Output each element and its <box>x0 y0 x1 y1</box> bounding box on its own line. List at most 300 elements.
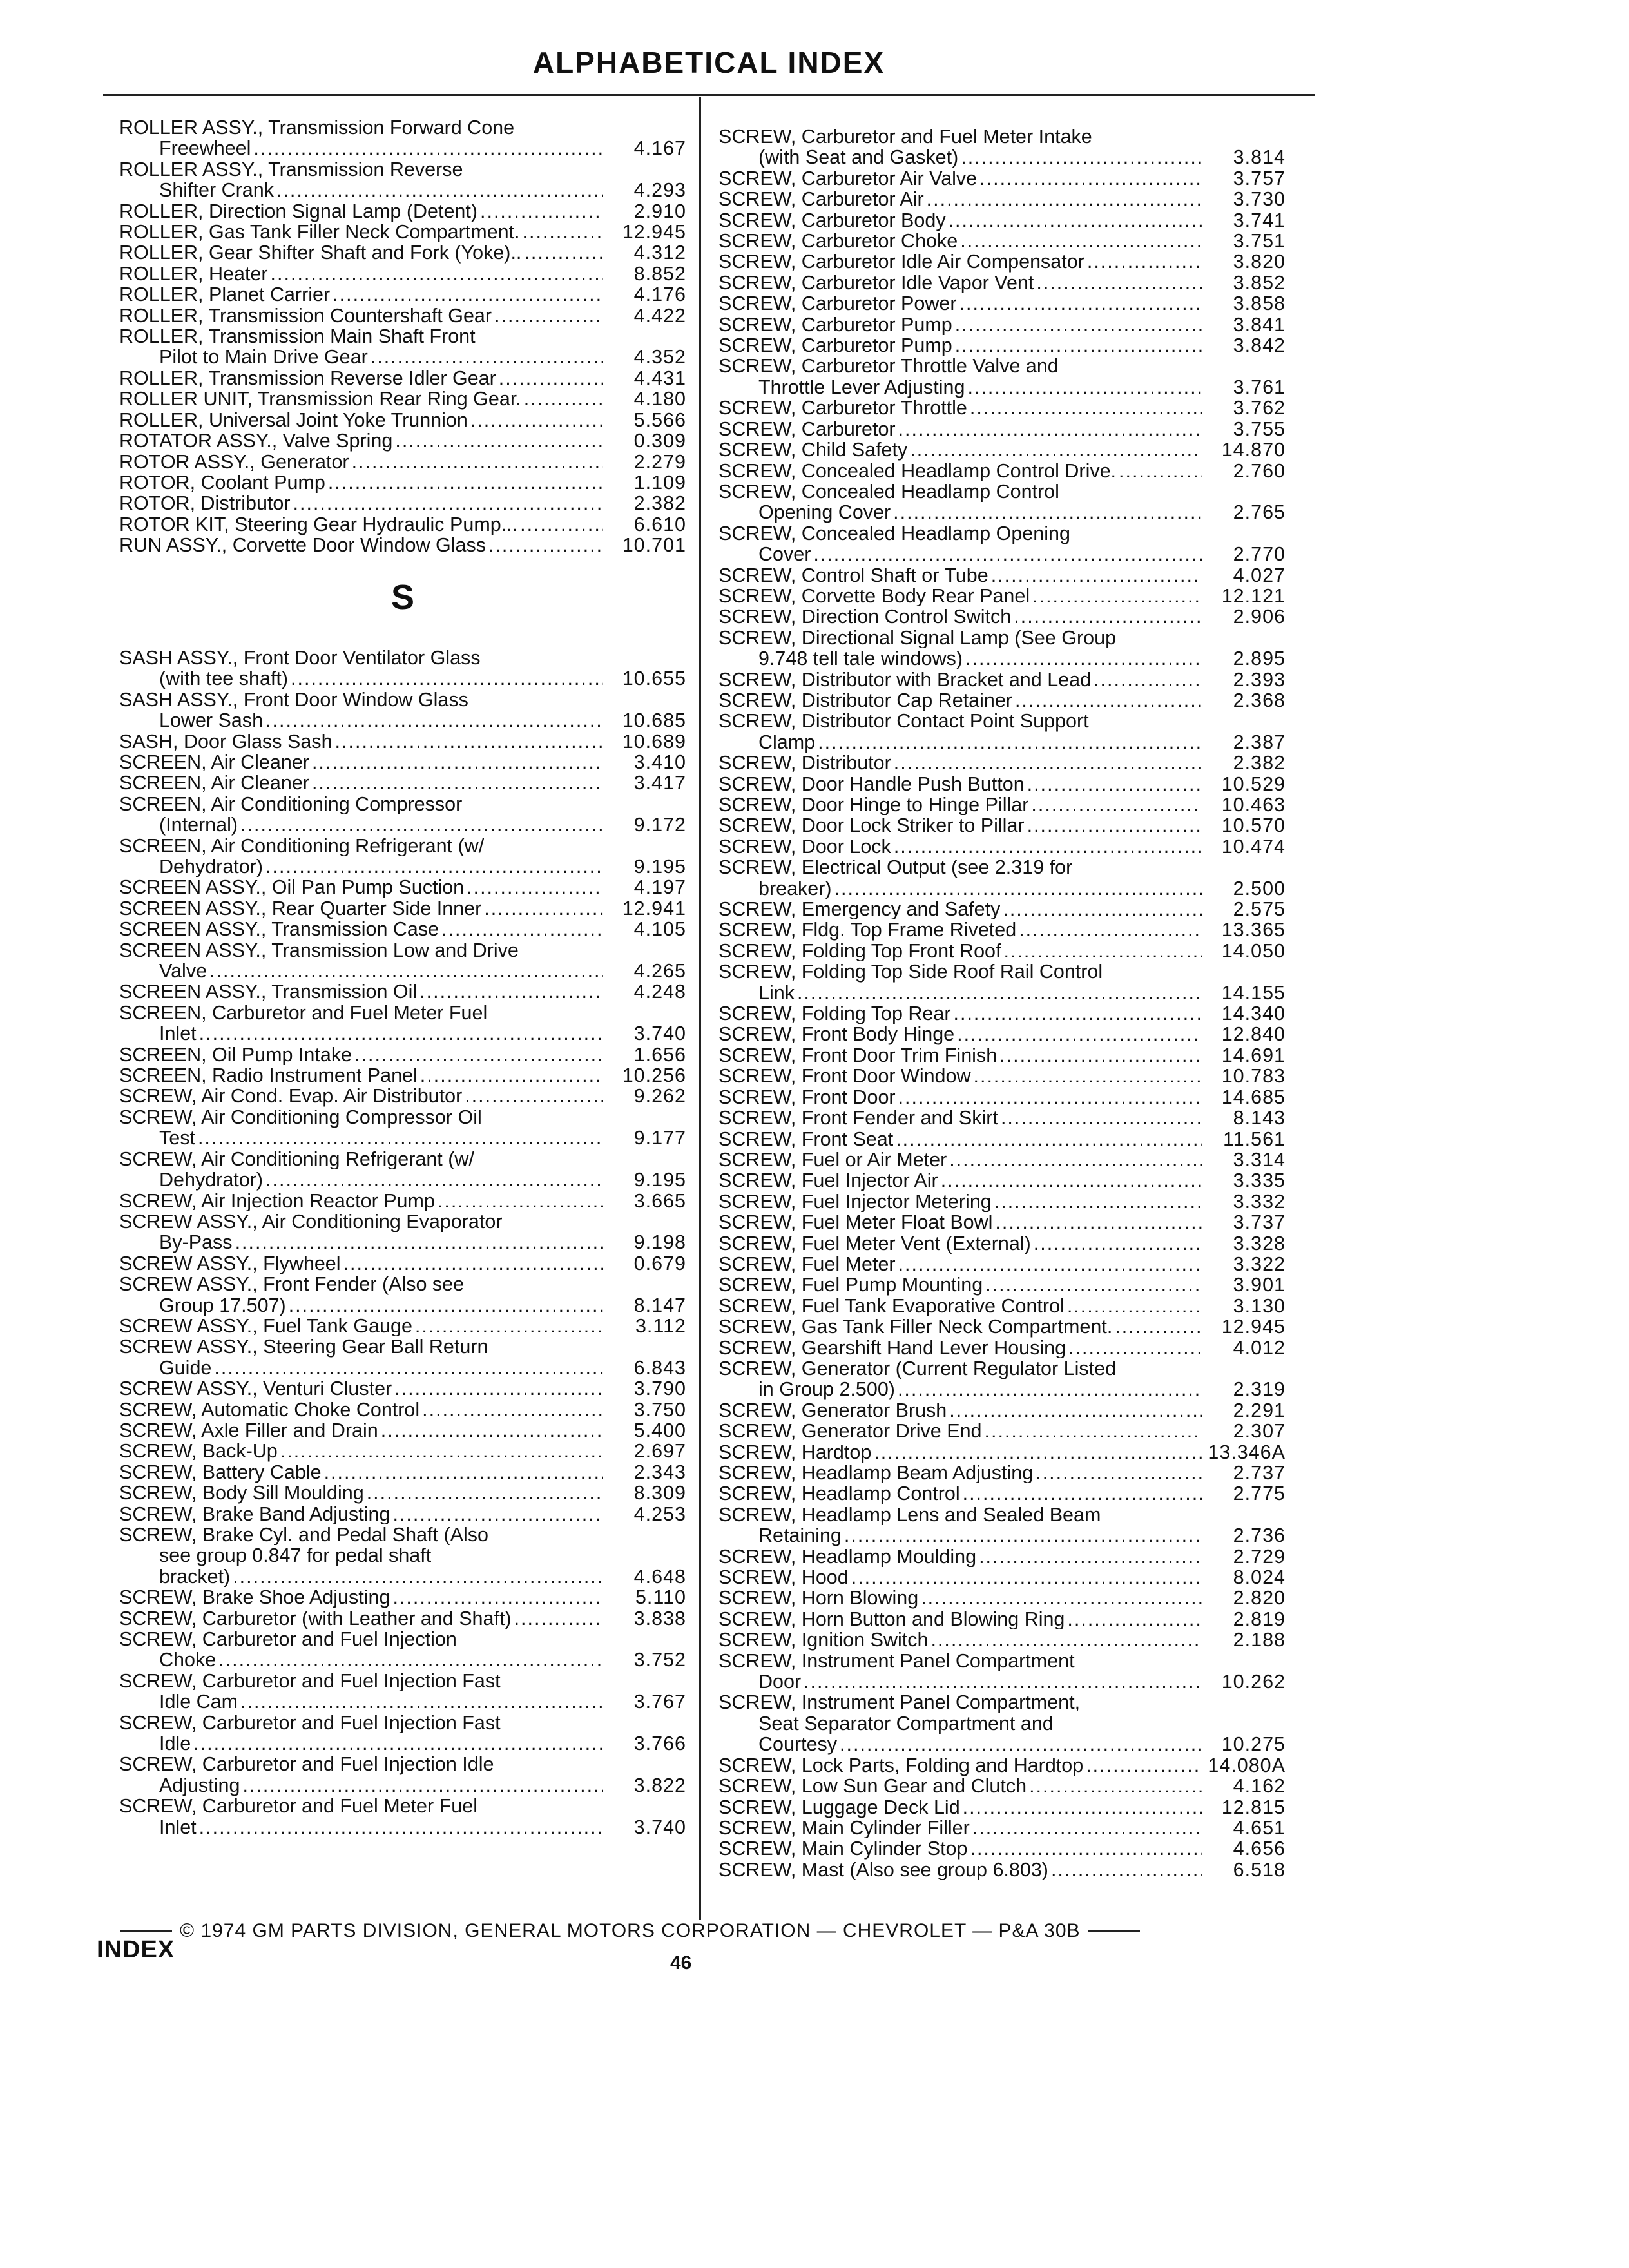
entry-line <box>718 335 1286 356</box>
entry-text: ROLLER UNIT, Transmission Rear Ring Gear. <box>119 389 521 410</box>
leader-dots <box>419 981 603 1002</box>
entry-line <box>718 481 1286 502</box>
leader-dots <box>844 1525 1202 1546</box>
group-number: 6.518 <box>1233 1858 1286 1881</box>
entry-line <box>119 1378 686 1399</box>
leader-dots <box>804 1671 1202 1692</box>
leader-dots <box>1034 1233 1202 1254</box>
group-number: 2.760 <box>1233 459 1286 482</box>
index-entry <box>119 514 686 535</box>
index-entry <box>119 877 686 898</box>
entry-line <box>119 138 686 159</box>
index-entry <box>119 326 686 368</box>
leader-dots <box>233 1566 603 1587</box>
right-entries <box>718 126 1286 1880</box>
entry-line <box>718 690 1286 711</box>
group-number: 10.275 <box>1221 1733 1286 1756</box>
leader-dots <box>420 1065 603 1086</box>
entry-line <box>718 1671 1286 1692</box>
group-number: 5.566 <box>633 408 686 431</box>
index-entry <box>718 1755 1286 1776</box>
index-entry <box>718 1358 1286 1400</box>
entry-text: SASH ASSY., Front Door Window Glass <box>119 689 468 711</box>
group-number: 2.319 <box>1233 1378 1286 1401</box>
entry-text: ROLLER, Transmission Main Shaft Front <box>119 326 476 347</box>
entry-text: SCREW, Fuel Injector Air <box>718 1170 938 1191</box>
entry-text: Door <box>758 1671 802 1693</box>
entry-line <box>718 377 1286 398</box>
entry-line <box>718 1755 1286 1776</box>
index-entry <box>119 117 686 159</box>
leader-dots <box>898 1254 1202 1274</box>
group-number: 2.736 <box>1233 1524 1286 1547</box>
leader-dots <box>470 410 603 430</box>
entry-text: SCREW ASSY., Front Fender (Also see <box>119 1274 465 1295</box>
entry-text: SCREW, Carburetor and Fuel Injection <box>119 1629 457 1650</box>
leader-dots <box>910 439 1202 460</box>
entry-text: SCREW, Headlamp Lens and Sealed Beam <box>718 1504 1101 1526</box>
group-number: 3.901 <box>1233 1274 1286 1296</box>
entry-text: ROTOR, Distributor <box>119 493 291 514</box>
entry-line <box>718 1713 1286 1734</box>
entry-text: SCREW, Front Body Hinge <box>718 1024 955 1045</box>
entry-text: ROLLER, Gas Tank Filler Neck Compartment. <box>119 222 520 243</box>
group-number: 3.335 <box>1233 1169 1286 1192</box>
group-number: 3.332 <box>1233 1190 1286 1213</box>
entry-line <box>718 774 1286 794</box>
entry-text: SCREW, Horn Blowing <box>718 1588 919 1609</box>
index-entry <box>718 1692 1286 1754</box>
leader-dots <box>960 231 1202 251</box>
leader-dots <box>1119 461 1202 481</box>
entry-text: SCREW, Instrument Panel Compartment <box>718 1650 1075 1672</box>
entry-line <box>119 1462 686 1483</box>
entry-line <box>119 877 686 898</box>
entry-text: SCREW, Carburetor and Fuel Injection Fast <box>119 1712 501 1734</box>
index-entry <box>718 126 1286 168</box>
entry-line <box>119 773 686 793</box>
entry-text: Shifter Crank <box>159 180 274 201</box>
entry-line <box>119 472 686 493</box>
entry-text: SCREW, Brake Cyl. and Pedal Shaft (Also <box>119 1524 488 1546</box>
entry-line <box>119 1149 686 1169</box>
leader-dots <box>494 305 603 326</box>
entry-text: Clamp <box>758 731 816 753</box>
index-entry <box>718 231 1286 251</box>
leader-dots <box>289 1295 603 1316</box>
group-number: 2.307 <box>1233 1420 1286 1443</box>
group-number: 2.343 <box>633 1461 686 1483</box>
entry-text: SCREW, Fuel Meter <box>718 1253 896 1275</box>
index-entry <box>119 648 686 689</box>
index-entry <box>119 1524 686 1587</box>
group-number: 3.112 <box>635 1314 686 1337</box>
entry-text: SCREEN ASSY., Oil Pan Pump Suction <box>119 877 465 898</box>
leader-dots <box>963 1483 1202 1504</box>
index-entry <box>718 1066 1286 1086</box>
leader-dots <box>1094 669 1202 690</box>
entry-text: SCREW, Automatic Choke Control <box>119 1399 420 1420</box>
entry-text: ROLLER ASSY., Transmission Reverse <box>119 159 463 180</box>
entry-line <box>718 419 1286 439</box>
index-entry <box>718 335 1286 356</box>
index-entry <box>119 535 686 555</box>
index-entry <box>718 293 1286 314</box>
group-number: 10.701 <box>622 534 686 557</box>
entry-text: SCREW, Carburetor Power <box>718 293 957 314</box>
entry-line <box>718 1546 1286 1567</box>
entry-text: SCREW, Air Conditioning Compressor Oil <box>119 1106 482 1128</box>
entry-text: SCREW, Battery Cable <box>119 1461 322 1483</box>
entry-text: ROLLER ASSY., Transmission Forward Cone <box>119 117 515 139</box>
group-number: 4.431 <box>633 367 686 389</box>
group-number: 3.752 <box>633 1649 686 1671</box>
index-entry <box>718 961 1286 1003</box>
entry-line <box>718 1274 1286 1295</box>
entry-text: ROLLER, Transmission Countershaft Gear <box>119 305 492 327</box>
entry-line <box>718 356 1286 376</box>
leader-dots <box>367 1483 603 1503</box>
group-number: 12.815 <box>1221 1796 1286 1818</box>
index-entry <box>718 794 1286 815</box>
entry-text: Choke <box>159 1649 217 1671</box>
group-number: 12.121 <box>1221 584 1286 607</box>
entry-line <box>718 1045 1286 1066</box>
group-number: 4.012 <box>1233 1336 1286 1359</box>
index-entry <box>718 1233 1286 1254</box>
entry-text: SCREW, Fuel Pump Mounting <box>718 1274 983 1296</box>
group-number: 9.195 <box>633 1169 686 1191</box>
index-entry <box>119 836 686 878</box>
entry-line <box>718 1087 1286 1108</box>
entry-line <box>119 430 686 451</box>
entry-text: SCREEN, Oil Pump Intake <box>119 1044 352 1066</box>
group-number: 6.843 <box>633 1356 686 1379</box>
group-number: 14.155 <box>1221 981 1286 1004</box>
group-number: 2.737 <box>1233 1462 1286 1484</box>
leader-dots <box>1019 919 1202 940</box>
index-entry <box>119 1003 686 1044</box>
leader-dots <box>333 284 603 305</box>
leader-dots <box>265 710 603 731</box>
index-entry <box>718 461 1286 481</box>
index-entry <box>718 1338 1286 1358</box>
entry-line <box>718 1504 1286 1525</box>
entry-text: Link <box>758 982 795 1004</box>
index-entry <box>119 940 686 982</box>
group-number: 4.167 <box>633 137 686 160</box>
entry-line <box>718 1191 1286 1212</box>
entry-line <box>119 242 686 263</box>
group-number: 3.852 <box>1233 271 1286 294</box>
entry-text: ROLLER, Transmission Reverse Idler Gear <box>119 367 496 389</box>
entry-text: in Group 2.500) <box>758 1379 895 1400</box>
entry-text: SCREW, Fldg. Top Frame Riveted <box>718 919 1017 941</box>
index-entry <box>718 836 1286 857</box>
index-entry <box>119 201 686 222</box>
index-entry <box>718 1629 1286 1650</box>
entry-text: SCREW, Folding Top Front Roof <box>718 940 1001 962</box>
index-entry <box>119 1483 686 1503</box>
group-number: 12.945 <box>1221 1316 1286 1338</box>
entry-line <box>119 493 686 514</box>
group-number: 4.651 <box>1233 1816 1286 1839</box>
group-number: 14.685 <box>1221 1086 1286 1108</box>
index-entry <box>119 1253 686 1274</box>
index-entry <box>718 919 1286 940</box>
entry-line <box>119 117 686 138</box>
entry-text: Seat Separator Compartment and <box>758 1713 1054 1735</box>
index-entry <box>718 941 1286 961</box>
entry-text: SCREW, Generator (Current Regulator Listed <box>718 1358 1117 1379</box>
entry-line <box>119 1191 686 1211</box>
leader-dots <box>995 1212 1202 1233</box>
index-entry <box>119 222 686 242</box>
entry-line <box>119 1274 686 1294</box>
leader-dots <box>1029 1776 1202 1796</box>
entry-text: Group 17.507) <box>159 1294 286 1316</box>
entry-line <box>119 1775 686 1796</box>
leader-dots <box>898 1087 1202 1108</box>
leader-dots <box>898 419 1202 439</box>
entry-text: SASH, Door Glass Sash <box>119 731 333 752</box>
entry-text: SCREW, Headlamp Beam Adjusting <box>718 1463 1034 1484</box>
index-entry <box>718 1045 1286 1066</box>
entry-text: Cover <box>758 544 811 565</box>
index-entry <box>718 1483 1286 1504</box>
index-entry <box>718 1212 1286 1233</box>
leader-dots <box>894 753 1202 773</box>
index-entry <box>718 1588 1286 1608</box>
leader-dots <box>240 1691 603 1712</box>
entry-text: SCREW, Front Door Trim Finish <box>718 1044 998 1066</box>
index-entry <box>718 1003 1286 1024</box>
leader-dots <box>985 1274 1202 1295</box>
leader-dots <box>354 1044 603 1065</box>
leader-dots <box>851 1567 1202 1588</box>
entry-line <box>718 1463 1286 1483</box>
index-entry <box>718 1254 1286 1274</box>
group-number: 14.870 <box>1221 439 1286 461</box>
group-number: 10.262 <box>1221 1671 1286 1693</box>
entry-text: ROLLER, Universal Joint Yoke Trunnion <box>119 409 468 431</box>
entry-text: SCREW, Fuel Tank Evaporative Control <box>718 1295 1065 1317</box>
entry-line <box>718 1567 1286 1588</box>
group-number: 4.312 <box>633 242 686 264</box>
entry-text: ROTOR KIT, Steering Gear Hydraulic Pump... <box>119 514 518 535</box>
entry-line <box>718 565 1286 586</box>
entry-line <box>119 1504 686 1524</box>
group-number: 3.790 <box>633 1378 686 1400</box>
entry-text: SCREW, Concealed Headlamp Control <box>718 481 1059 503</box>
group-number: 14.691 <box>1221 1044 1286 1066</box>
entry-text: SCREW, Ignition Switch <box>718 1629 929 1651</box>
leader-dots <box>280 1441 603 1461</box>
entry-line <box>119 814 686 835</box>
entry-text: SCREW, Lock Parts, Folding and Hardtop <box>718 1754 1084 1776</box>
entry-text: SCREW, Carburetor and Fuel Meter Fuel <box>119 1796 477 1817</box>
entry-text: SCREW, Carburetor Choke <box>718 231 958 252</box>
index-entry <box>718 711 1286 753</box>
entry-line <box>718 210 1286 231</box>
entry-text: SCREW ASSY., Fuel Tank Gauge <box>119 1315 412 1337</box>
entry-text: SCREW, Folding Top Side Roof Rail Control <box>718 961 1103 983</box>
group-number: 2.820 <box>1233 1587 1286 1610</box>
entry-text: ROLLER, Heater <box>119 263 268 285</box>
entry-text: (with Seat and Gasket) <box>758 147 959 168</box>
entry-line <box>119 1086 686 1106</box>
leader-dots <box>441 919 603 939</box>
group-number: 0.679 <box>633 1252 686 1274</box>
leader-dots <box>898 1379 1202 1399</box>
leader-dots <box>242 1775 603 1796</box>
index-entry <box>119 410 686 430</box>
group-number: 4.352 <box>633 346 686 369</box>
group-number: 2.291 <box>1233 1399 1286 1421</box>
group-number: 2.382 <box>633 492 686 515</box>
entry-text: SCREW, Carburetor (with Leather and Shaft) <box>119 1608 512 1629</box>
entry-text: SCREEN, Air Conditioning Refrigerant (w/ <box>119 835 485 856</box>
group-number: 4.253 <box>633 1503 686 1525</box>
entry-line <box>718 1400 1286 1421</box>
leader-dots <box>422 1399 603 1420</box>
entry-text: SCREW, Electrical Output (see 2.319 for <box>718 857 1073 878</box>
entry-text: SCREW, Direction Control Switch <box>718 606 1012 628</box>
copyright-text: © 1974 GM PARTS DIVISION, GENERAL MOTORS CORPORATION — CHEVROLET — P&A 30B <box>180 1920 1081 1941</box>
entry-line <box>119 856 686 877</box>
index-entry <box>718 1421 1286 1441</box>
entry-line <box>718 502 1286 523</box>
index-entry <box>119 1211 686 1253</box>
group-number: 13.346A <box>1208 1441 1286 1463</box>
entry-line <box>119 1336 686 1357</box>
leader-dots <box>959 293 1203 314</box>
group-number: 2.729 <box>1233 1545 1286 1568</box>
entry-line <box>119 1587 686 1608</box>
entry-line <box>718 1860 1286 1880</box>
entry-text: SCREEN ASSY., Transmission Oil <box>119 981 418 1003</box>
entry-line <box>119 368 686 389</box>
leader-dots <box>991 565 1202 586</box>
entry-text: Test <box>159 1128 195 1149</box>
index-entry <box>718 1024 1286 1044</box>
leader-dots <box>265 1169 603 1190</box>
entry-text: Adjusting <box>159 1774 240 1796</box>
group-number: 3.314 <box>1233 1148 1286 1171</box>
index-entry <box>718 586 1286 606</box>
index-entry <box>119 1107 686 1149</box>
group-number: 3.740 <box>633 1023 686 1045</box>
index-entry <box>119 284 686 305</box>
entry-line <box>119 961 686 981</box>
entry-line <box>119 731 686 752</box>
index-entry <box>718 669 1286 690</box>
left-top-entries <box>119 117 686 556</box>
entry-line <box>718 1316 1286 1337</box>
index-entry <box>119 1587 686 1608</box>
index-entry <box>718 1504 1286 1546</box>
leader-dots <box>438 1191 603 1211</box>
group-number: 3.820 <box>1233 251 1286 273</box>
leader-dots <box>955 335 1202 356</box>
entry-line <box>119 689 686 710</box>
entry-line <box>119 1065 686 1086</box>
entry-text: SCREW, Front Door Window <box>718 1066 971 1087</box>
leader-dots <box>514 1608 603 1629</box>
entry-line <box>718 1651 1286 1671</box>
group-number: 2.368 <box>1233 689 1286 711</box>
leader-dots <box>291 668 603 689</box>
index-entry <box>119 981 686 1002</box>
leader-dots <box>1115 1316 1202 1337</box>
index-entry <box>119 1399 686 1420</box>
index-entry <box>718 1170 1286 1191</box>
group-number: 9.177 <box>633 1127 686 1149</box>
index-entry <box>718 1296 1286 1316</box>
entry-text: SCREEN ASSY., Transmission Case <box>119 919 439 940</box>
leader-dots <box>199 1023 603 1044</box>
group-number: 3.322 <box>1233 1253 1286 1275</box>
group-number: 10.474 <box>1221 835 1286 858</box>
entry-line <box>119 1107 686 1128</box>
entry-line <box>718 231 1286 251</box>
entry-text: SCREW, Air Conditioning Refrigerant (w/ <box>119 1148 474 1170</box>
leader-dots <box>524 242 603 263</box>
entry-text: SCREW, Generator Brush <box>718 1399 947 1421</box>
group-number: 3.858 <box>1233 293 1286 315</box>
group-number: 11.561 <box>1222 1128 1286 1150</box>
group-number: 10.256 <box>622 1064 686 1087</box>
leader-dots <box>874 1442 1202 1463</box>
leader-dots <box>1031 794 1202 815</box>
entry-text: SCREW, Hood <box>718 1567 849 1588</box>
index-entry <box>119 1713 686 1754</box>
entry-line <box>718 1629 1286 1650</box>
leader-dots <box>893 502 1202 523</box>
entry-text: (with tee shaft) <box>159 668 289 689</box>
entry-line <box>119 180 686 200</box>
group-number: 10.655 <box>622 668 686 690</box>
entry-text: SCREEN ASSY., Rear Quarter Side Inner <box>119 898 482 919</box>
entry-text: SCREW, Mast (Also see group 6.803) <box>718 1859 1048 1881</box>
index-entry <box>718 1609 1286 1629</box>
group-number: 14.080A <box>1208 1754 1286 1776</box>
entry-text: SCREW, Body Sill Moulding <box>119 1483 364 1504</box>
entry-text: SCREW, Distributor <box>718 753 891 774</box>
entry-text: SCREW, Front Door <box>718 1086 896 1108</box>
index-entry <box>718 1838 1286 1859</box>
entry-line <box>119 535 686 555</box>
leader-dots <box>240 814 603 835</box>
group-number: 3.841 <box>1233 313 1286 336</box>
right-column <box>718 126 1286 1880</box>
entry-line <box>119 222 686 242</box>
entry-text: RUN ASSY., Corvette Door Window Glass <box>119 535 486 556</box>
group-number: 3.328 <box>1233 1232 1286 1254</box>
leader-dots <box>214 1358 603 1378</box>
group-number: 1.656 <box>633 1043 686 1066</box>
group-number: 2.188 <box>1233 1629 1286 1651</box>
group-number: 3.757 <box>1233 167 1286 189</box>
entry-line <box>718 189 1286 209</box>
index-entry <box>718 273 1286 293</box>
index-entry <box>119 752 686 773</box>
entry-line <box>718 857 1286 878</box>
index-entry <box>119 1462 686 1483</box>
entry-text: SASH ASSY., Front Door Ventilator Glass <box>119 647 481 669</box>
group-number: 5.110 <box>635 1586 686 1609</box>
index-entry <box>718 1818 1286 1838</box>
